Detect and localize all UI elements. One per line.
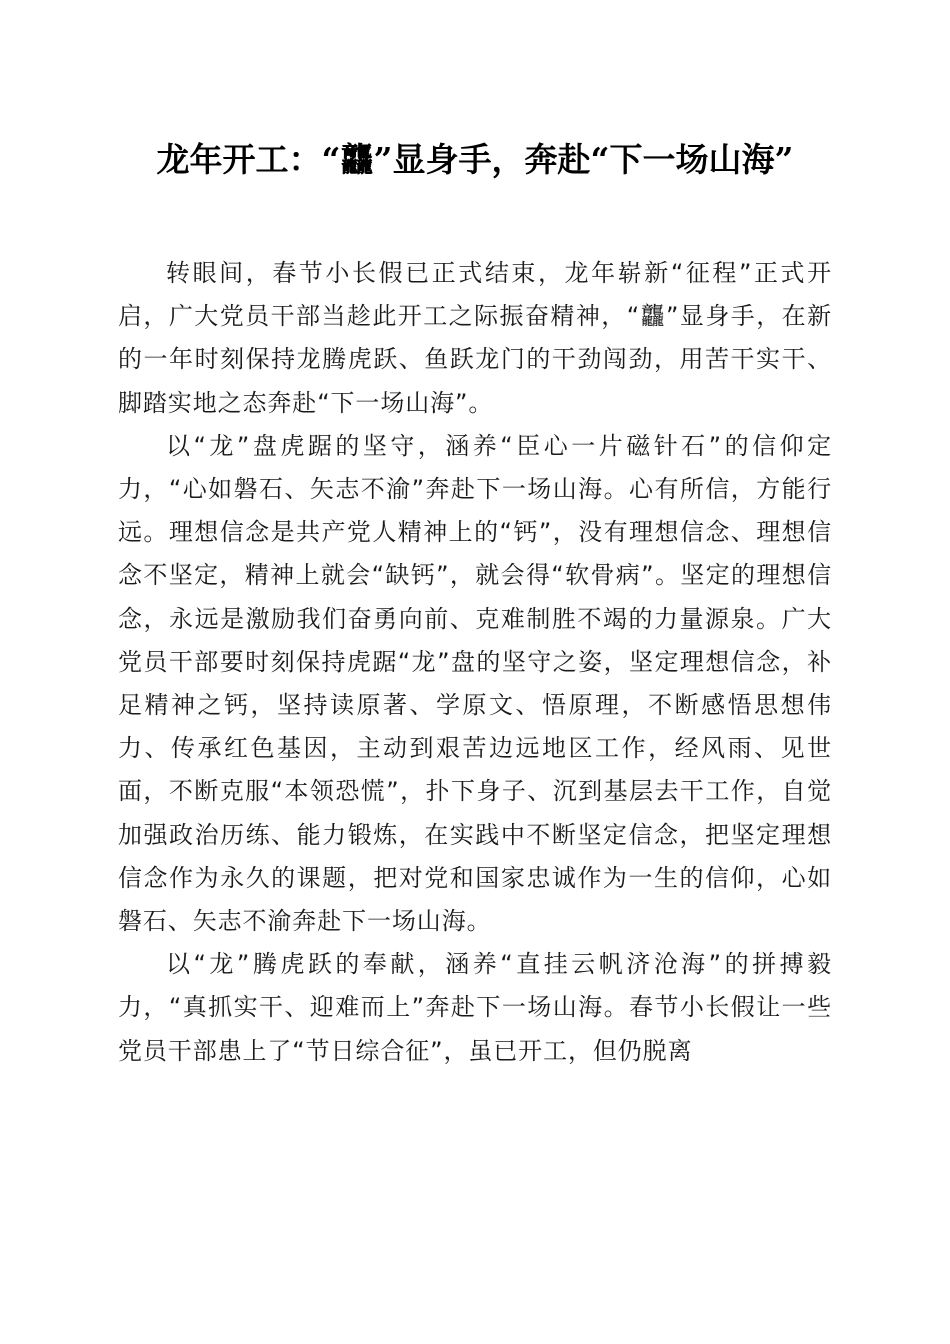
paragraph: 以“龙”腾虎跃的奉献，涵养“直挂云帆济沧海”的拼搏毅力，“真抓实干、迎难而上”奔赴下一场山海。春节小长假让一些党员干部患上了“节日综合征”，虽已开工，但仍脱离 [118, 950, 832, 1065]
document-title: 龙年开工：“龘”显身手，奔赴“下一场山海” [156, 140, 794, 179]
paragraph: 以“龙”盘虎踞的坚守，涵养“臣心一片磁针石”的信仰定力，“心如磐石、矢志不渝”奔赴下一场山海。心有所信，方能行远。理想信念是共产党人精神上的“钙”，没有理想信念、理想信念不坚定，精神上就会“缺钙”，就会得“软骨病”。坚定的理想信念，永远是激励我们奋勇向前、克难制胜不竭的力量源泉。广大党员干部要时刻保持虎踞“龙”盘的坚守之姿，坚定理想信念，补足精神之钙，坚持读原著、学原文、悟原理，不断感悟思想伟力、传承红色基因，主动到艰苦边远地区工作，经风雨、见世面，不断克服“本领恐慌”，扑下身子、沉到基层去干工作，自觉加强政治历练、能力锻炼，在实践中不断坚定信念，把坚定理想信念作为永久的课题，把对党和国家忠诚作为一生的信仰，心如磐石、矢志不渝奔赴下一场山海。 [118, 431, 832, 936]
document-body [118, 252, 832, 1073]
paragraph: 转眼间，春节小长假已正式结束，龙年崭新“征程”正式开启，广大党员干部当趁此开工之际振奋精神，“龘”显身手，在新的一年时刻保持龙腾虎跃、鱼跃龙门的干劲闯劲，用苦干实干、脚踏实地之态奔赴“下一场山海”。 [118, 259, 832, 417]
